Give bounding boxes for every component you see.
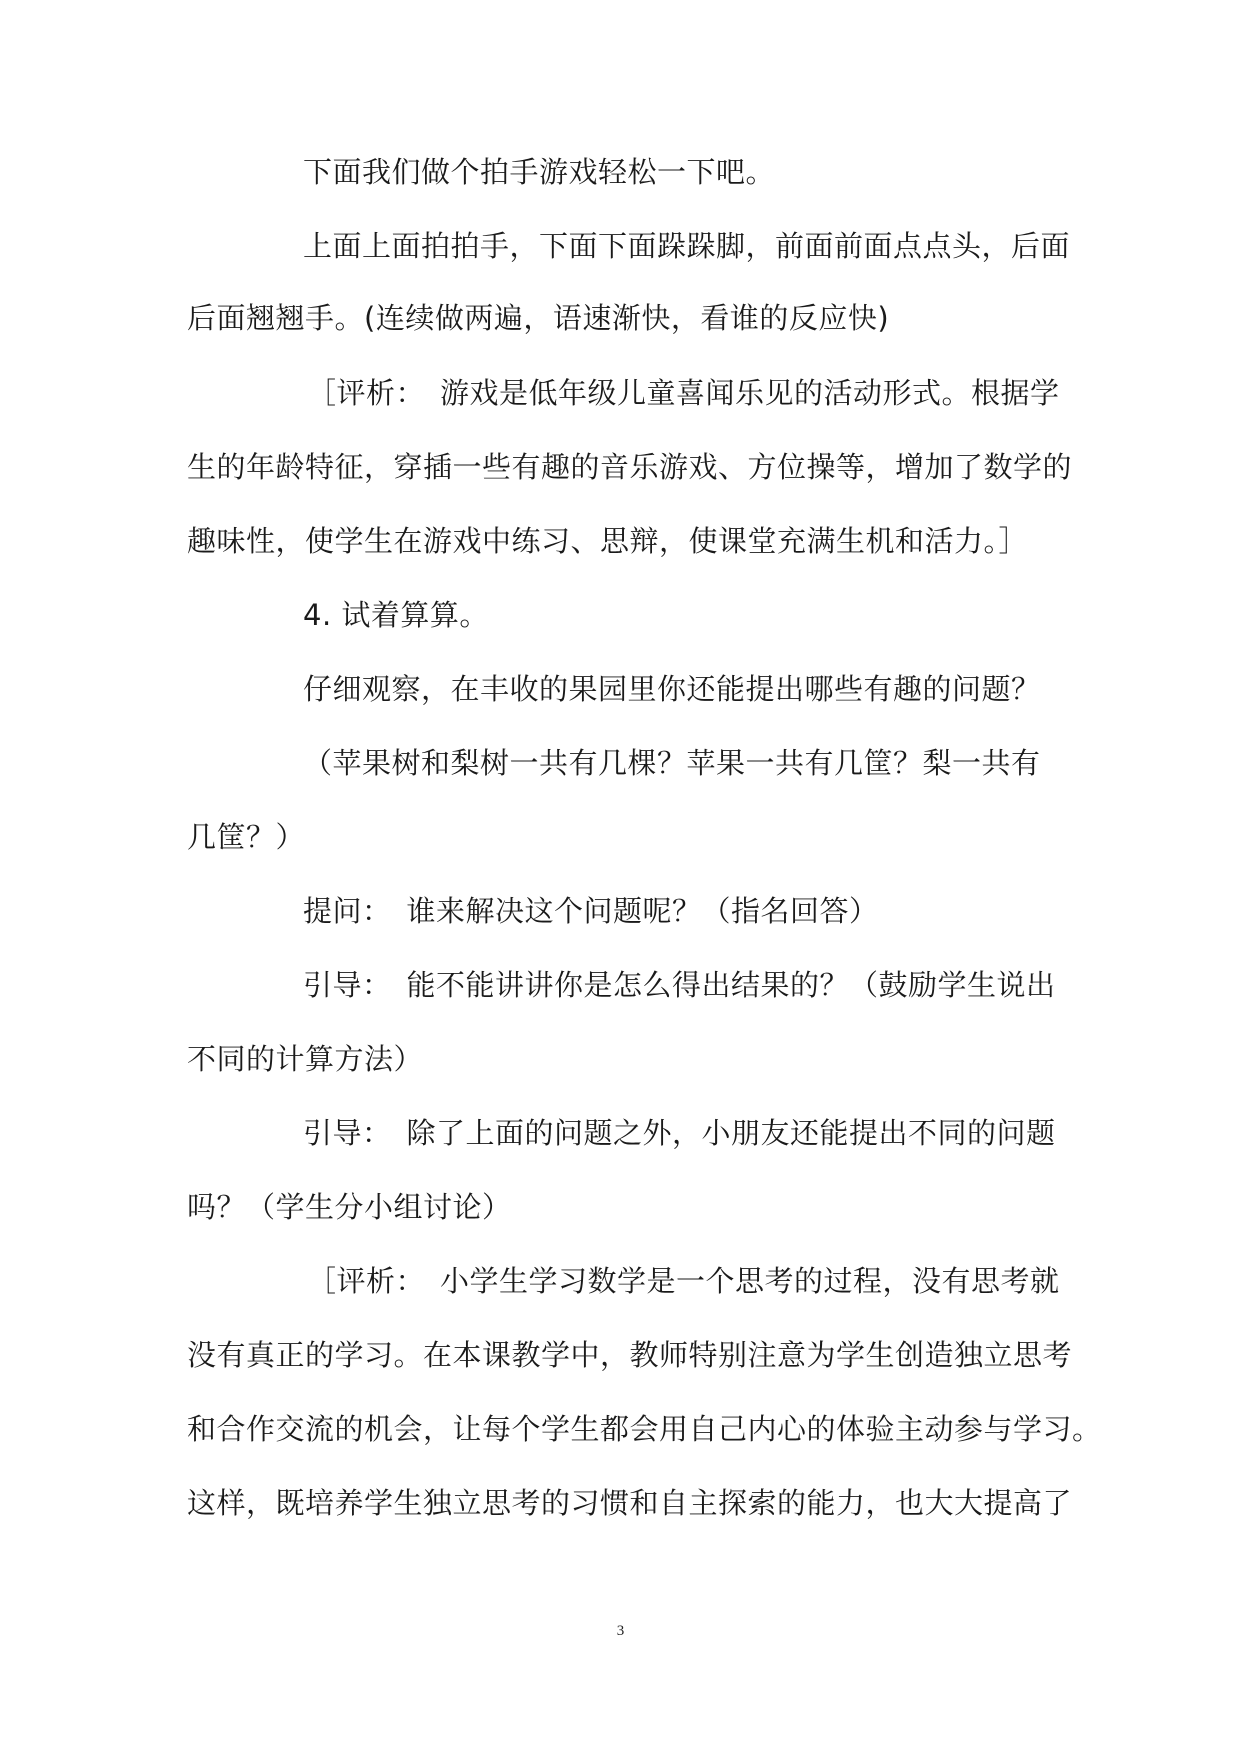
paragraph-line: 没有真正的学习。在本课教学中，教师特别注意为学生创造独立思考 [187, 1338, 1073, 1372]
paragraph-line: ［评析： 游戏是低年级儿童喜闻乐见的活动形式。根据学 [307, 376, 1060, 410]
paragraph-line: 后面翘翘手。(连续做两遍，语速渐快，看谁的反应快) [187, 301, 890, 335]
paragraph-line: 趣味性，使学生在游戏中练习、思辩，使课堂充满生机和活力。］ [187, 524, 1029, 558]
paragraph-line: 生的年龄特征，穿插一些有趣的音乐游戏、方位操等，增加了数学的 [187, 450, 1073, 484]
paragraph-line: 吗？（学生分小组讨论） [187, 1190, 512, 1224]
paragraph-line: 仔细观察，在丰收的果园里你还能提出哪些有趣的问题？ [303, 672, 1041, 706]
page-number: 3 [616, 1623, 625, 1639]
paragraph-line: 下面我们做个拍手游戏轻松一下吧。 [303, 155, 776, 189]
paragraph-line: 上面上面拍拍手，下面下面跺跺脚，前面前面点点头，后面 [303, 229, 1071, 263]
paragraph-line: 引导： 除了上面的问题之外，小朋友还能提出不同的问题 [303, 1116, 1056, 1150]
paragraph-line: 这样，既培养学生独立思考的习惯和自主探索的能力，也大大提高了 [187, 1486, 1073, 1520]
paragraph-line: 不同的计算方法） [187, 1042, 424, 1076]
section-heading: 4. 试着算算。 [303, 598, 489, 632]
paragraph-line: 几筐？） [187, 820, 306, 854]
paragraph-line: ［评析： 小学生学习数学是一个思考的过程，没有思考就 [307, 1264, 1060, 1298]
paragraph-line: 提问： 谁来解决这个问题呢？（指名回答） [303, 894, 879, 928]
paragraph-line: 和合作交流的机会，让每个学生都会用自己内心的体验主动参与学习。 [187, 1412, 1102, 1446]
paragraph-line: 引导： 能不能讲讲你是怎么得出结果的？（鼓励学生说出 [303, 968, 1056, 1002]
paragraph-line: （苹果树和梨树一共有几棵？苹果一共有几筐？梨一共有 [303, 746, 1041, 780]
